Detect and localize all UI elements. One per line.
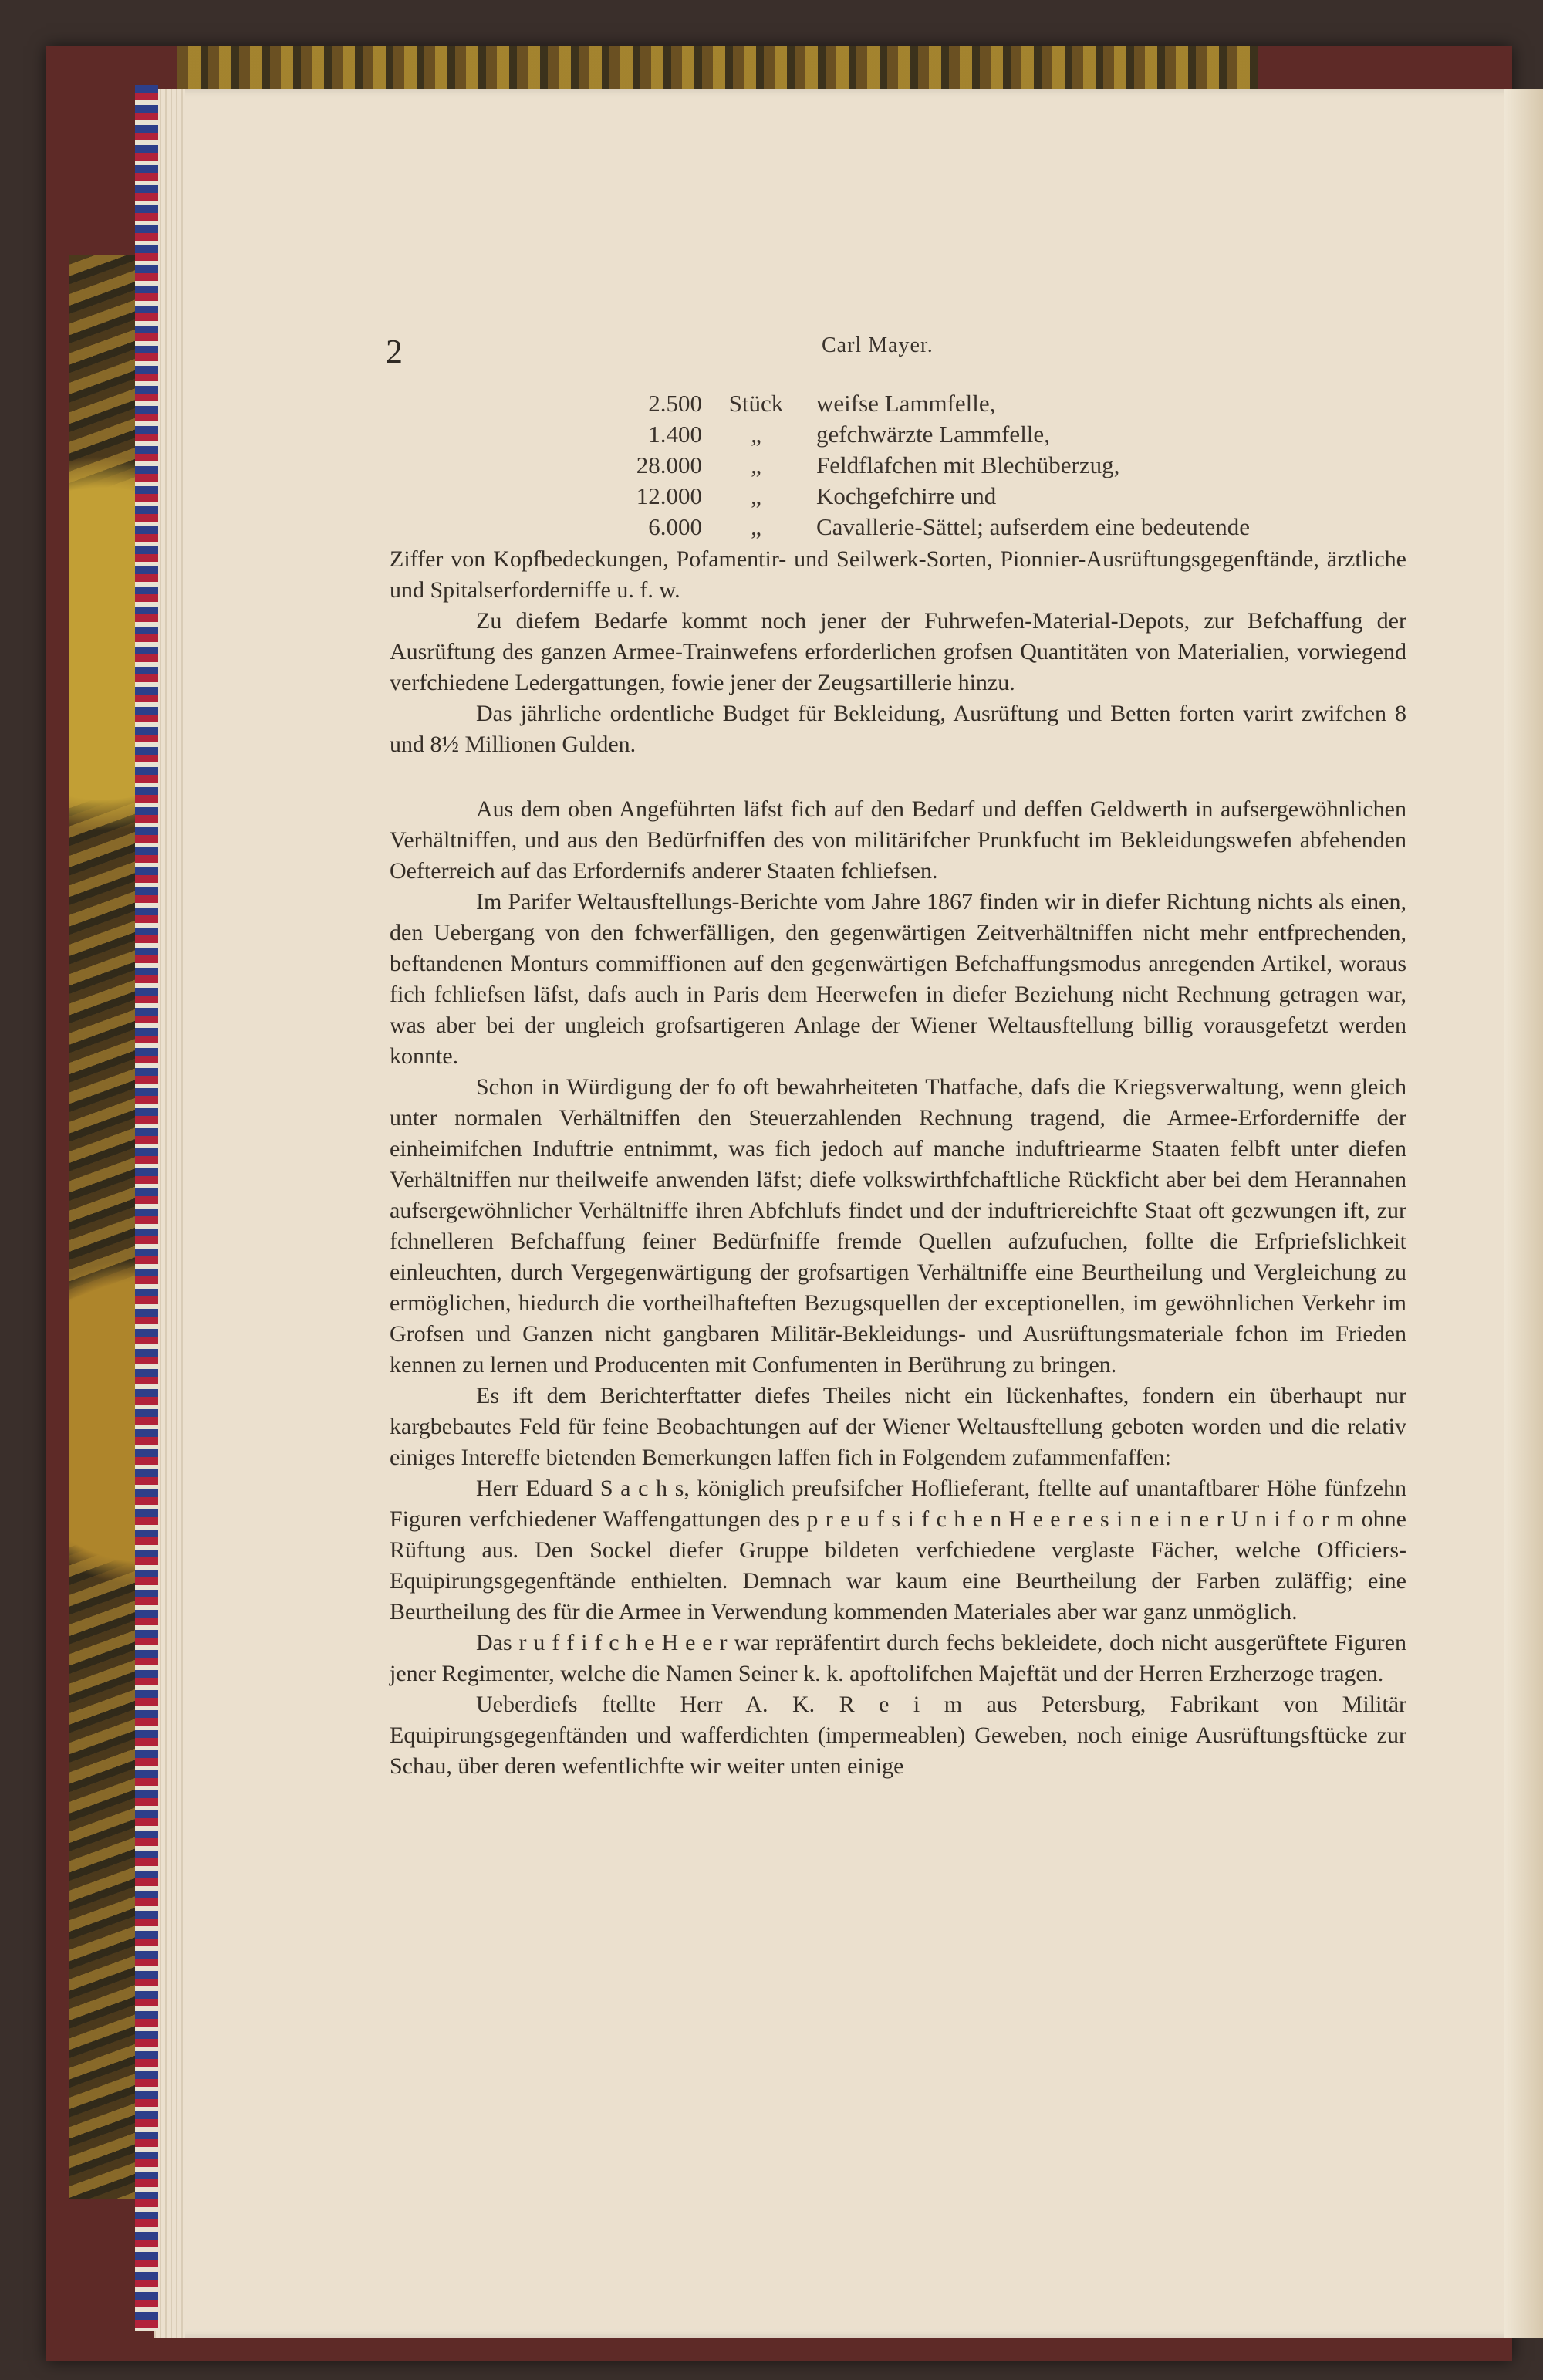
- item-quantity: 6.000: [648, 513, 702, 540]
- item-description: weifse Lammfelle,: [816, 390, 996, 417]
- paragraph: Herr Eduard S a c h s, königlich preufsifcher Hoflieferant, ftellte auf unantaftbarer Höhe fünfzehn Figuren verfchiedener Waffengattungen des p r e u f s i f c h e n H e e r e s i n e i n e r U n i f o r m ohne Rüftung aus. Den Sockel diefer Gruppe bildeten verfchiedene verglaste Fächer, welche Officiers-Equipirungsgegenftände enthielten. Demnach war kaum eine Beurtheilung der Farben zuläffig; eine Beurtheilung des für die Armee in Verwendung kommenden Materiales aber war ganz unmöglich.: [390, 1476, 1406, 1624]
- paragraph: Zu diefem Bedarfe kommt noch jener der Fuhrwefen-Material-Depots, zur Befchaffung der Ausrüftung des ganzen Armee-Trainwefens erforderlichen grofsen Quantitäten von Materialien, vorwiegend verfchiedene Ledergattungen, fowie jener der Zeugsartillerie hinzu.: [390, 608, 1406, 695]
- page-stack-edges: [154, 89, 185, 2338]
- item-unit: „: [751, 451, 761, 478]
- paragraph: Ueberdiefs ftellte Herr A. K. R e i m aus Petersburg, Fabrikant von Militär Equipirungsgegenftänden und wafferdichten (impermeablen) Geweben, noch einige Ausrüftungsftücke zur Schau, über deren wefentlichfte wir weiter unten einige: [390, 1692, 1406, 1779]
- item-unit: „: [751, 513, 761, 540]
- marbled-page-edge: [135, 85, 158, 2331]
- item-description: Feldflafchen mit Blechüberzug,: [816, 451, 1120, 478]
- item-description: Cavallerie-Sättel; aufserdem eine bedeutende: [816, 513, 1251, 540]
- item-description: Kochgefchirre und: [816, 482, 997, 509]
- body-text: [390, 544, 1406, 1782]
- inventory-list: [617, 390, 1373, 544]
- item-unit: „: [751, 421, 761, 448]
- page-right-edge: [1504, 89, 1543, 2338]
- item-quantity: 2.500: [648, 390, 702, 417]
- paragraph: Das jährliche ordentliche Budget für Bekleidung, Ausrüftung und Betten forten varirt zwifchen 8 und 8½ Millionen Gulden.: [390, 701, 1406, 757]
- paragraph: Schon in Würdigung der fo oft bewahrheiteten Thatfache, dafs die Kriegsverwaltung, wenn gleich unter normalen Verhältniffen den Steuerzahlenden Rechnung tragend, die Armee-Erforderniffe der einheimifchen Induftrie entnimmt, was fich jedoch auf manche induftriearme Staaten felbft unter diefen Verhältniffen nur theilweife anwenden läfst; diefe volkswirthfchaftliche Rückficht aber bei dem Herannahen aufsergewöhnlicher Verhältniffe ihren Abfchlufs findet und der induftriereichfte Staat oft gezwungen ift, zur fchnelleren Befchaffung feiner Bedürfniffe fremde Quellen aufzufuchen, follte die Erfpriefslichkeit einleuchten, durch Vergegenwärtigung der grofsartigen Verhältniffe eine Beurtheilung und Vergleichung zu ermöglichen, hiedurch die vortheilhafteften Bezugsquellen der exceptionellen, im gewöhnlichen Verkehr im Grofsen und Ganzen nicht gangbaren Militär-Bekleidungs- und Ausrüftungsmateriale fchon im Frieden kennen zu lernen und Producenten mit Confumenten in Berührung zu bringen.: [390, 1074, 1406, 1378]
- item-unit: Stück: [728, 390, 784, 417]
- paragraph-continuation: Ziffer von Kopfbedeckungen, Pofamentir- und Seilwerk-Sorten, Pionnier-Ausrüftungsgegenftände, ärztliche und Spitalserforderniffe u. f. w.: [390, 546, 1406, 603]
- list-item: [617, 390, 1373, 421]
- list-item: [617, 421, 1373, 451]
- page-number: 2: [386, 333, 403, 370]
- paragraph: Im Parifer Weltausftellungs-Berichte vom Jahre 1867 finden wir in diefer Richtung nichts als einen, den Uebergang von den fchwerfälligen, den gegenwärtigen Zeitverhältniffen nicht mehr entfprechenden, beftandenen Monturs commiffionen auf den gegenwärtigen Befchaffungsmodus anregenden Artikel, woraus fich fchliefsen läfst, dafs auch in Paris dem Heerwefen in diefer Beziehung nicht Rechnung getragen war, was aber bei der ungleich grofsartigeren Anlage der Wiener Weltausftellung billig vorausgefetzt werden konnte.: [390, 889, 1406, 1069]
- list-item: [617, 482, 1373, 513]
- paragraph: Aus dem oben Angeführten läfst fich auf den Bedarf und deffen Geldwerth in aufsergewöhnlichen Verhältniffen, und aus den Bedürfniffen des von militärifcher Prunkfucht im Bekleidungswefen abfehenden Oefterreich auf das Erfordernifs anderer Staaten fchliefsen.: [390, 796, 1406, 884]
- item-quantity: 1.400: [648, 421, 702, 448]
- item-unit: „: [751, 482, 761, 509]
- paragraph: Das r u f f i f c h e H e e r war repräfentirt durch fechs bekleidete, doch nicht ausgerüftete Figuren jener Regimenter, welche die Namen Seiner k. k. apoftolifchen Majeftät und der Herren Erzherzoge tragen.: [390, 1630, 1406, 1686]
- item-quantity: 28.000: [636, 451, 702, 478]
- item-description: gefchwärzte Lammfelle,: [816, 421, 1050, 448]
- running-head: Carl Mayer.: [822, 333, 934, 357]
- item-quantity: 12.000: [636, 482, 702, 509]
- list-item: [617, 451, 1373, 482]
- paragraph: Es ift dem Berichterftatter diefes Theiles nicht ein lückenhaftes, fondern ein überhaupt nur kargbebautes Feld für feine Beobachtungen auf der Wiener Weltausftellung geboten worden und die relativ einiges Intereffe bietenden Bemerkungen laffen fich in Folgendem zufammenfaffen:: [390, 1383, 1406, 1470]
- list-item: [617, 513, 1373, 544]
